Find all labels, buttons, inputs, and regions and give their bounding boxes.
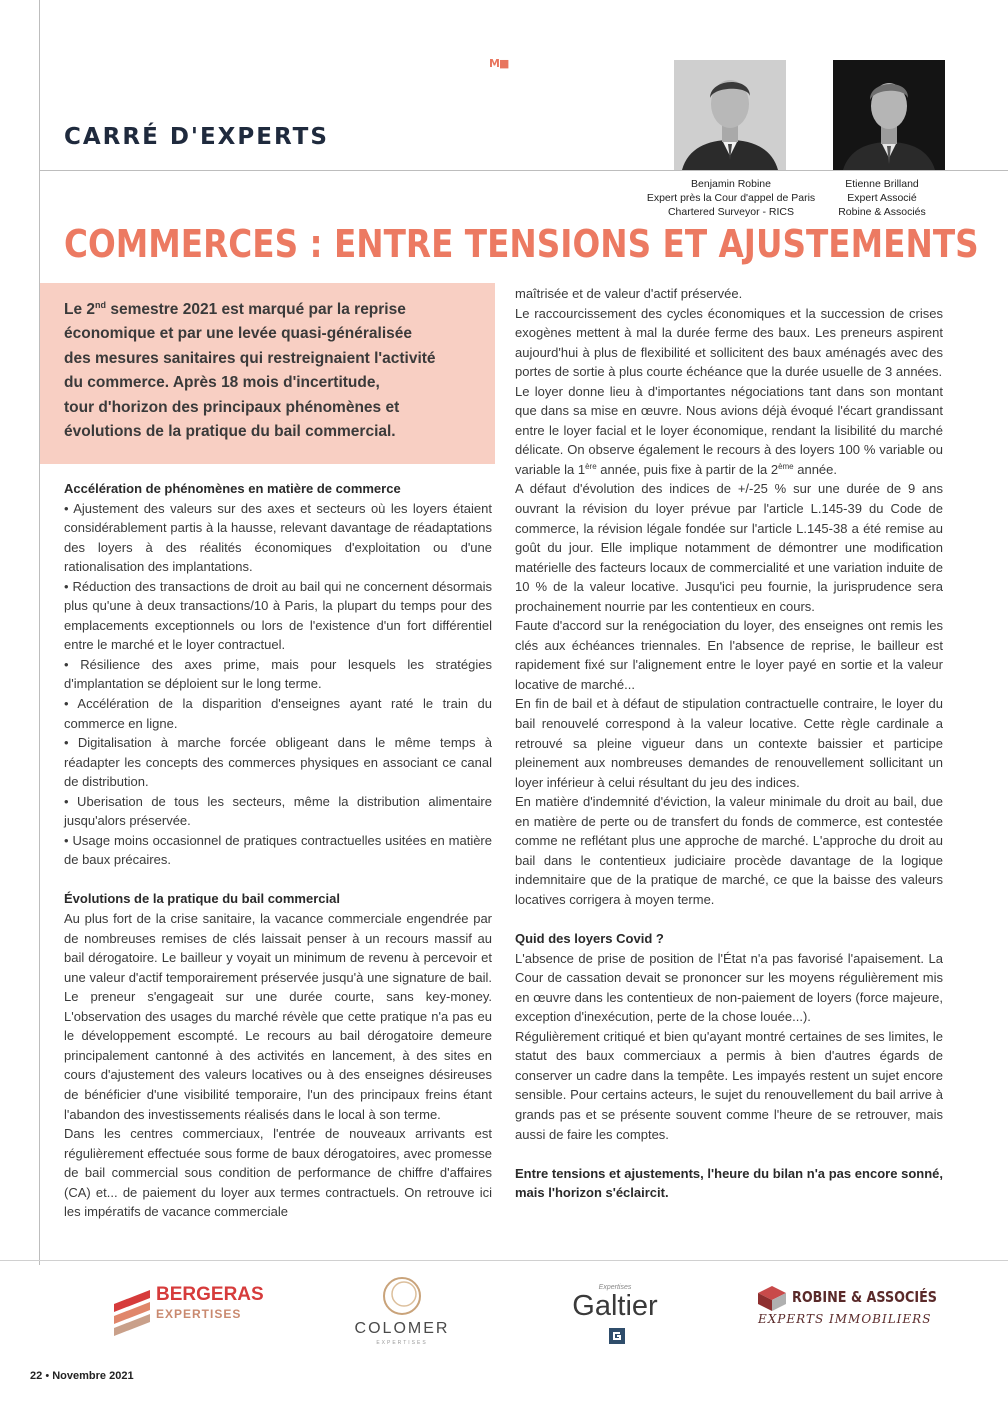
intro-line: du commerce. Après 18 mois d'incertitude, xyxy=(64,374,380,392)
expert-caption-2 xyxy=(830,177,934,219)
paragraph: Régulièrement critiqué et bien qu'ayant montré certaines de ses limites, le statut des baux commerciaux a permis à bien d'autres égards de conserver un cadre dans la tempête. Les impayés restent un sujet encore sensible. Pour certains acteurs, le sujet du renouvellement du bail arrive à grands pas et se présente souvent comme l'heure de se retrouver, mais aussi de faire les comptes. xyxy=(515,1028,943,1142)
section-title: CARRÉ D'EXPERTS xyxy=(64,124,329,150)
colomer-name: COLOMER xyxy=(354,1320,450,1337)
intro-line: tour d'horizon des principaux phénomènes et xyxy=(64,398,400,416)
bullet-item: • Digitalisation à marche forcée obligeant dans le même temps à réadapter les concepts des commerces physiques en associant ce canal de distribution. xyxy=(64,735,492,790)
paragraph: A défaut d'évolution des indices de +/-25 % sur une durée de 9 ans ouvrant la révision du loyer prévue par l'article L.145-39 du Code de commerce, la révision légale fondée sur l'article L.145-38 a été remise au goût du jour. Elle implique notamment de démontrer une modification matérielle des facteurs locaux de commercialité et une variation induite de 10 % de la valeur locative. Jusqu'ici peu fournie, la jurisprudence sera prochainement nourrie par les contentieux en cours. xyxy=(515,481,943,614)
paragraph-part: année, puis fixe à partir de la 2 xyxy=(596,461,779,477)
robine-sub: EXPERTS IMMOBILIERS xyxy=(758,1312,932,1326)
paragraph: Dans les centres commerciaux, l'entrée de nouveaux arrivants est régulièrement effectuée sous forme de baux dérogatoires, avec promesse de bail commercial sous condition de performance de chiffre d'affaires (CA) et... de paiement du loyer aux termes contractuels. On retrouve ici les impératifs de vacance commerciale xyxy=(64,1126,492,1220)
sponsor-colomer-logo xyxy=(350,1272,454,1352)
page-footer xyxy=(30,1370,134,1382)
intro-text-part: semestre 2021 est marqué par la reprise xyxy=(106,301,406,318)
galtier-pre: Expertises xyxy=(598,1284,632,1291)
paragraph-part: Le loyer donne lieu à d'importantes négociations tant dans son montant que dans sa mise en œuvre. Nous avions déjà évoqué l'écart grandissant entre le loyer facial et le loyer économique, rendant la lisibilité du marché délicate. On observe également le recours à des loyers 100 % variable ou variable la 1 xyxy=(515,383,943,477)
bullet-item: • Uberisation de tous les secteurs, même la distribution alimentaire jusqu'alors préservée. xyxy=(64,793,492,829)
left-rule xyxy=(39,0,40,1265)
expert-name: Benjamin Robine xyxy=(691,178,771,190)
galtier-name: Galtier xyxy=(572,1290,658,1322)
paragraph: Au plus fort de la crise sanitaire, la vacance commerciale engendrée par de nombreuses remises de clés laissait penser à un recours massif au bail dérogatoire. Le bailleur y voyait un minimum de revenu à percevoir et une valeur d'actif temporairement préservée jusqu'à une signature de bail. Le preneur s'engageait sur une durée courte, sans key-money. L'observation des usages du marché révèle que cette pratique n'a pas eu le développement escompté. Le recours au bail dérogatoire demeure principalement cantonné à des activités en lancement, à des sites en cours d'ajustement des valeurs locatives ou à des enseignes désireuses de bénéficier d'une visibilité temporaire, l'un des principaux freins étant l'abandon des investissements réalisés dans le local à son terme. xyxy=(64,911,492,1122)
subheading: Quid des loyers Covid ? xyxy=(515,931,664,947)
header-rule xyxy=(39,170,1008,171)
intro-line: économique et par une levée quasi-généralisée xyxy=(64,325,413,343)
robine-name: ROBINE & ASSOCIÉS xyxy=(792,1288,937,1306)
bullet-item: • Usage moins occasionnel de pratiques contractuelles usitées en matière de baux précaires. xyxy=(64,832,492,868)
bergeras-name: BERGERAS xyxy=(156,1284,264,1305)
expert-name: Etienne Brilland xyxy=(845,178,919,190)
subheading: Évolutions de la pratique du bail commercial xyxy=(64,891,340,907)
paragraph: L'absence de prise de position de l'État n'a pas favorisé l'apaisement. La Cour de cassation devait se prononcer sur les moyens régulièrement mis en œuvre dans les contentieux de non-paiement de loyers (force majeure, exception d'inexécution, perte de la chose louée...). xyxy=(515,950,943,1025)
bergeras-sub: EXPERTISES xyxy=(156,1307,242,1321)
intro-superscript: nd xyxy=(95,300,107,310)
paragraph xyxy=(515,382,943,480)
expert-caption-1 xyxy=(634,177,828,219)
logo-letter: M xyxy=(489,57,499,70)
issue-date: Novembre 2021 xyxy=(52,1370,134,1382)
expert-photo-1 xyxy=(674,60,786,170)
bullet-item: • Résilience des axes prime, mais pour lesquels les stratégies d'implantation se déploient sur le long terme. xyxy=(64,656,492,692)
magazine-logo xyxy=(489,57,508,79)
intro-text-part: Le 2 xyxy=(64,301,96,318)
expert-credential: Chartered Surveyor - RICS xyxy=(667,206,795,218)
expert-photo-2 xyxy=(833,60,945,170)
paragraph: En fin de bail et à défaut de stipulation contractuelle contraire, le loyer du bail renouvelé correspond à la valeur locative. Cette règle cardinale a retrouvé sa pleine vigueur dans un contexte baissier et participe pleinement aux nombreuses demandes de renouvellement sollicitant un loyer inférieur à celui résultant du jeu des indices. xyxy=(515,696,943,790)
bullet-item: • Accélération de la disparition d'enseignes ayant raté le train du commerce en ligne. xyxy=(64,696,492,731)
bergeras-mark-icon xyxy=(112,1282,152,1342)
subheading: Accélération de phénomènes en matière de commerce xyxy=(64,481,401,496)
bullet-item: • Réduction des transactions de droit au bail qui ne concernent désormais plus qu'une à deux transactions/10 à Paris, la plupart du temps pour des emplacements exceptionnels ou lors de l'existence d'un fort différentiel entre le marché et le loyer contractuel. xyxy=(64,578,492,653)
sponsor-galtier-logo xyxy=(565,1284,665,1344)
footer-separator: • xyxy=(45,1370,50,1382)
paragraph: Faute d'accord sur la renégociation du loyer, des enseignes ont remis les clés aux échéances triennales. En l'absence de reprise, le bailleur est rapidement fixé sur l'alignement entre le loyer payé en sortie et la valeur locative de marché... xyxy=(515,618,943,692)
sponsor-robine-logo xyxy=(754,1284,937,1334)
expert-company: Robine & Associés xyxy=(838,206,926,218)
left-column xyxy=(64,479,492,1222)
superscript: ère xyxy=(585,461,597,471)
right-column xyxy=(515,284,943,1203)
bullet-item: • Ajustement des valeurs sur des axes et secteurs où les loyers étaient considérablement partis à la hausse, relevant davantage de réadaptations des loyers à des réalités économiques d'exploitation ou d'une rationalisation des implantations. xyxy=(64,500,492,575)
paragraph: maîtrisée et de valeur d'actif préservée. xyxy=(515,286,743,301)
expert-title: Expert près la Cour d'appel de Paris xyxy=(646,192,816,204)
intro-line: évolutions de la pratique du bail commercial. xyxy=(64,423,396,441)
intro-text xyxy=(64,298,484,444)
sponsor-rule xyxy=(0,1260,1008,1261)
article-headline: COMMERCES : ENTRE TENSIONS ET AJUSTEMENTS xyxy=(64,222,979,266)
paragraph-gap xyxy=(64,870,492,890)
galtier-g-icon xyxy=(609,1328,625,1344)
paragraph: Le raccourcissement des cycles économiques et la succession de crises exogènes mettent à mal la durée ferme des baux. Les preneurs aspirent aujourd'hui à plus de flexibilité et sollicitent des baux aménagés avec des portes de sortie à plus courte échéance que la durée usuelle de 3 années. xyxy=(515,305,943,380)
expert-title: Expert Associé xyxy=(847,192,917,204)
colomer-ring-icon xyxy=(350,1272,454,1320)
paragraph-gap xyxy=(515,1144,943,1164)
conclusion: Entre tensions et ajustements, l'heure du bilan n'a pas encore sonné, mais l'horizon s'éclaircit. xyxy=(515,1165,943,1201)
logo-accent: ■ xyxy=(498,57,509,70)
superscript: ème xyxy=(778,461,794,471)
sponsor-bergeras-logo xyxy=(112,1282,262,1342)
page-number: 22 xyxy=(30,1370,43,1382)
intro-line: des mesures sanitaires qui restreignaient l'activité xyxy=(64,349,436,367)
robine-cube-icon xyxy=(756,1284,788,1312)
paragraph-gap xyxy=(515,910,943,930)
paragraph: En matière d'indemnité d'éviction, la valeur minimale du droit au bail, due en matière de perte ou de transfert du fonds de commerce, est contestée comme ne reflétant plus une approche de marché. L'approche du droit au bail dans le contentieux judiciaire procède davantage de la logique indemnitaire que de la pratique de marché, ce que la baisse des valeurs locatives corrigera à moyen terme. xyxy=(515,794,943,907)
colomer-sub: EXPERTISES xyxy=(376,1340,428,1346)
paragraph-part: année. xyxy=(793,461,837,477)
